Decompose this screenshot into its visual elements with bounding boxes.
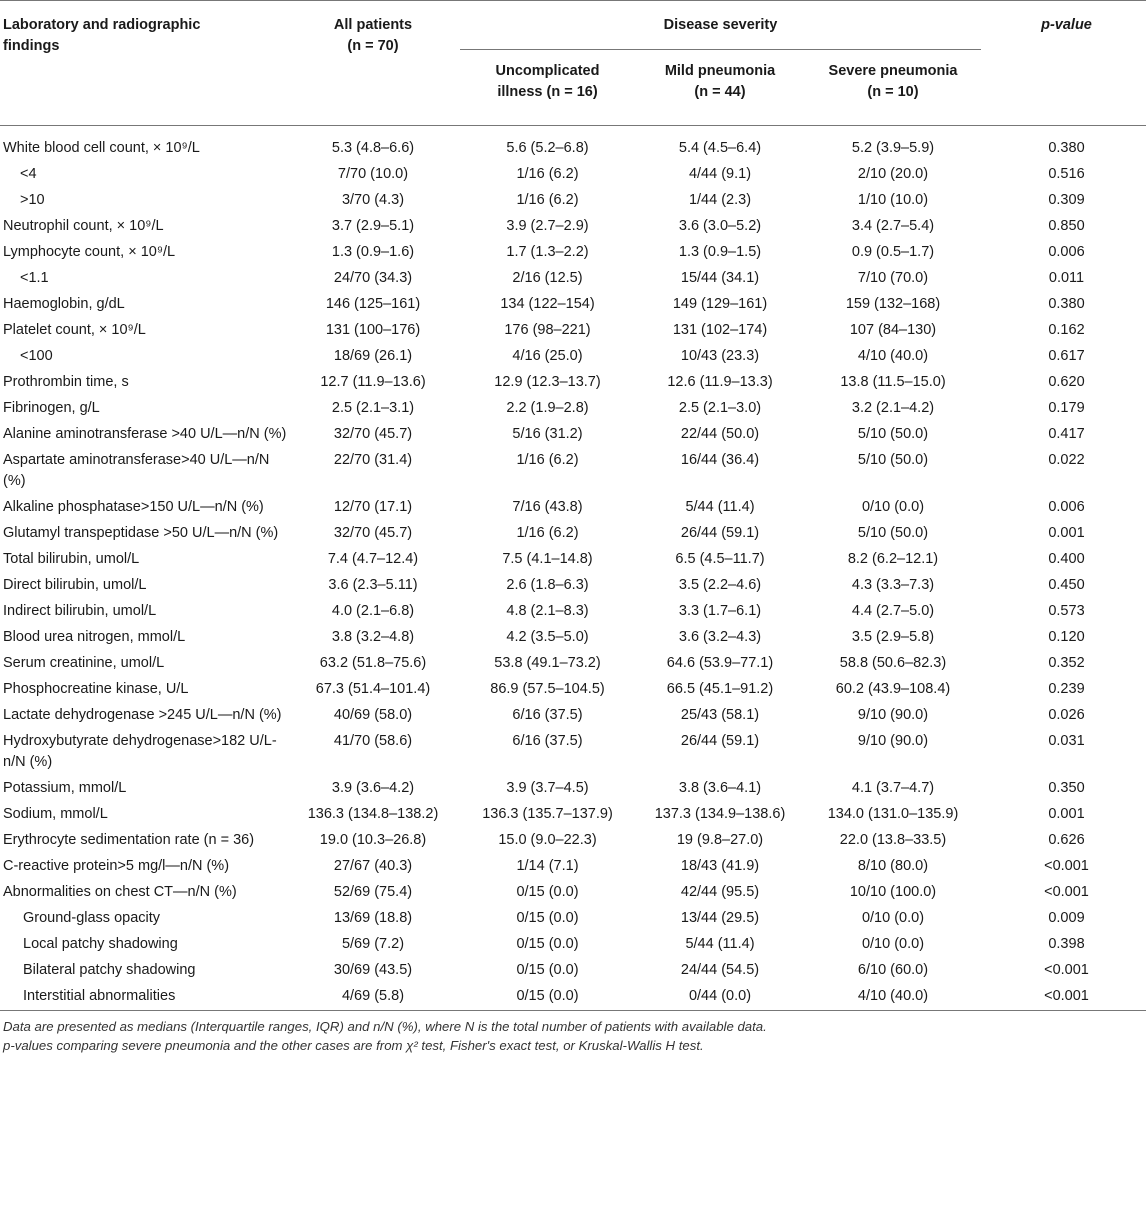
row-label: Platelet count, × 10⁹/L (3, 322, 146, 338)
row-label: Sodium, mmol/L (3, 806, 108, 822)
cell-uncomplicated: 7/16 (43.8) (512, 499, 583, 515)
cell-severe-pneumonia: 60.2 (43.9–108.4) (835, 681, 951, 697)
cell-p-value: 0.573 (1048, 603, 1085, 619)
cell-mild-pneumonia: 149 (129–161) (672, 296, 768, 312)
table-row (0, 703, 1146, 729)
header-all-patients-label: All patients (333, 17, 413, 33)
cell-all-patients: 4.0 (2.1–6.8) (331, 603, 415, 619)
cell-p-value: 0.398 (1048, 936, 1085, 952)
row-label: Glutamyl transpeptidase >50 U/L—n/N (%) (3, 525, 279, 541)
cell-severe-pneumonia: 4.4 (2.7–5.0) (851, 603, 935, 619)
cell-severe-pneumonia: 5.2 (3.9–5.9) (851, 140, 935, 156)
cell-uncomplicated: 3.9 (3.7–4.5) (506, 780, 589, 796)
header-severe-line1: Severe pneumonia (828, 63, 958, 79)
cell-uncomplicated: 2.6 (1.8–6.3) (506, 577, 589, 593)
cell-uncomplicated: 4.8 (2.1–8.3) (506, 603, 589, 619)
cell-severe-pneumonia: 7/10 (70.0) (857, 270, 929, 286)
cell-p-value: 0.022 (1048, 452, 1085, 468)
cell-all-patients: 24/70 (34.3) (333, 270, 413, 286)
cell-severe-pneumonia: 5/10 (50.0) (857, 452, 929, 468)
header-disease-severity (454, 1, 987, 51)
cell-severe-pneumonia: 107 (84–130) (849, 322, 937, 338)
cell-all-patients: 12/70 (17.1) (333, 499, 413, 515)
table-body (0, 126, 1146, 1011)
header-all-patients (292, 1, 454, 126)
cell-severe-pneumonia: 13.8 (11.5–15.0) (840, 374, 946, 390)
cell-uncomplicated: 15.0 (9.0–22.3) (498, 832, 597, 848)
cell-all-patients: 12.7 (11.9–13.6) (320, 374, 426, 390)
cell-uncomplicated: 0/15 (0.0) (516, 936, 579, 952)
cell-all-patients: 3.8 (3.2–4.8) (331, 629, 415, 645)
cell-uncomplicated: 1/16 (6.2) (516, 525, 579, 541)
cell-mild-pneumonia: 22/44 (50.0) (680, 426, 760, 442)
cell-mild-pneumonia: 10/43 (23.3) (680, 348, 760, 364)
cell-p-value: <0.001 (1044, 858, 1089, 874)
table-row (0, 802, 1146, 828)
cell-mild-pneumonia: 1/44 (2.3) (688, 192, 752, 208)
row-label: <4 (20, 166, 37, 182)
header-mild-line1: Mild pneumonia (664, 63, 776, 79)
cell-p-value: 0.309 (1048, 192, 1085, 208)
cell-all-patients: 3.7 (2.9–5.1) (331, 218, 415, 234)
table-row (0, 906, 1146, 932)
cell-mild-pneumonia: 15/44 (34.1) (680, 270, 760, 286)
cell-mild-pneumonia: 42/44 (95.5) (680, 884, 760, 900)
cell-severe-pneumonia: 0/10 (0.0) (861, 936, 925, 952)
header-findings: Laboratory and radiographic findings (3, 17, 201, 54)
cell-severe-pneumonia: 5/10 (50.0) (857, 525, 929, 541)
table-row (0, 776, 1146, 802)
cell-all-patients: 27/67 (40.3) (333, 858, 413, 874)
cell-all-patients: 7/70 (10.0) (337, 166, 409, 182)
cell-uncomplicated: 4/16 (25.0) (512, 348, 583, 364)
cell-uncomplicated: 7.5 (4.1–14.8) (502, 551, 593, 567)
cell-severe-pneumonia: 22.0 (13.8–33.5) (839, 832, 947, 848)
cell-p-value: 0.620 (1048, 374, 1085, 390)
cell-uncomplicated: 134 (122–154) (500, 296, 595, 312)
table-row (0, 932, 1146, 958)
row-label: Abnormalities on chest CT—n/N (%) (3, 884, 237, 900)
cell-uncomplicated: 86.9 (57.5–104.5) (490, 681, 605, 697)
cell-uncomplicated: 176 (98–221) (504, 322, 591, 338)
cell-severe-pneumonia: 3.2 (2.1–4.2) (851, 400, 935, 416)
cell-severe-pneumonia: 0.9 (0.5–1.7) (851, 244, 935, 260)
cell-all-patients: 22/70 (31.4) (333, 452, 413, 468)
footnote-2: p-values comparing severe pneumonia and the other cases are from χ² test, Fisher's exact test, or Kruskal-Wallis H test. (3, 1037, 704, 1053)
cell-severe-pneumonia: 9/10 (90.0) (857, 707, 929, 723)
cell-all-patients: 136.3 (134.8–138.2) (307, 806, 439, 822)
table-row (0, 214, 1146, 240)
table-row (0, 828, 1146, 854)
cell-uncomplicated: 53.8 (49.1–73.2) (494, 655, 601, 671)
table-row (0, 495, 1146, 521)
cell-severe-pneumonia: 134.0 (131.0–135.9) (827, 806, 959, 822)
table-row (0, 599, 1146, 625)
cell-all-patients: 32/70 (45.7) (333, 426, 413, 442)
cell-mild-pneumonia: 12.6 (11.9–13.3) (667, 374, 773, 390)
cell-p-value: 0.026 (1048, 707, 1085, 723)
cell-p-value: 0.380 (1048, 296, 1085, 312)
table-row (0, 396, 1146, 422)
cell-all-patients: 13/69 (18.8) (333, 910, 413, 926)
cell-mild-pneumonia: 1.3 (0.9–1.5) (678, 244, 762, 260)
cell-p-value: 0.380 (1048, 140, 1085, 156)
cell-severe-pneumonia: 3.5 (2.9–5.8) (851, 629, 935, 645)
row-label: Haemoglobin, g/dL (3, 296, 125, 312)
cell-severe-pneumonia: 4.3 (3.3–7.3) (851, 577, 935, 593)
cell-all-patients: 32/70 (45.7) (333, 525, 413, 541)
cell-severe-pneumonia: 5/10 (50.0) (857, 426, 929, 442)
table-row (0, 292, 1146, 318)
cell-severe-pneumonia: 0/10 (0.0) (861, 910, 925, 926)
table-row (0, 240, 1146, 266)
table-row (0, 188, 1146, 214)
table-row (0, 126, 1146, 162)
cell-uncomplicated: 1/16 (6.2) (516, 166, 579, 182)
cell-mild-pneumonia: 26/44 (59.1) (680, 733, 760, 749)
cell-mild-pneumonia: 4/44 (9.1) (688, 166, 752, 182)
cell-p-value: 0.516 (1048, 166, 1085, 182)
cell-all-patients: 3/70 (4.3) (341, 192, 405, 208)
row-label: Bilateral patchy shadowing (23, 962, 196, 978)
cell-all-patients: 4/69 (5.8) (292, 984, 454, 1011)
cell-p-value: <0.001 (1044, 962, 1089, 978)
cell-all-patients: 2.5 (2.1–3.1) (331, 400, 415, 416)
cell-uncomplicated: 6/16 (37.5) (512, 707, 583, 723)
table-row (0, 677, 1146, 703)
row-label: <1.1 (20, 270, 49, 286)
header-severe-pneumonia (799, 50, 987, 126)
table-footnotes (0, 1011, 1146, 1055)
cell-p-value: 0.239 (1048, 681, 1085, 697)
table-row (0, 651, 1146, 677)
table-row (0, 625, 1146, 651)
cell-mild-pneumonia: 3.6 (3.2–4.3) (678, 629, 762, 645)
cell-all-patients: 18/69 (26.1) (333, 348, 413, 364)
cell-uncomplicated: 6/16 (37.5) (512, 733, 583, 749)
row-label: >10 (20, 192, 45, 208)
table-row (0, 318, 1146, 344)
cell-severe-pneumonia: 0/10 (0.0) (861, 499, 925, 515)
cell-uncomplicated: 2.2 (1.9–2.8) (506, 400, 589, 416)
row-label: White blood cell count, × 10⁹/L (3, 140, 200, 156)
row-label: Phosphocreatine kinase, U/L (3, 681, 189, 697)
cell-p-value: 0.617 (1048, 348, 1085, 364)
row-label: Potassium, mmol/L (3, 780, 127, 796)
cell-p-value: 0.011 (1048, 270, 1085, 286)
row-label: Fibrinogen, g/L (3, 400, 100, 416)
row-label: <100 (20, 348, 53, 364)
cell-mild-pneumonia: 5/44 (11.4) (685, 499, 755, 515)
cell-uncomplicated: 136.3 (135.7–137.9) (482, 806, 613, 822)
cell-uncomplicated: 4.2 (3.5–5.0) (506, 629, 589, 645)
header-disease-severity-label: Disease severity (663, 17, 778, 33)
cell-p-value: 0.850 (1048, 218, 1085, 234)
cell-uncomplicated: 1/16 (6.2) (516, 192, 579, 208)
header-all-patients-n: (n = 70) (347, 38, 399, 54)
cell-all-patients: 67.3 (51.4–101.4) (315, 681, 431, 697)
cell-p-value: 0.400 (1048, 551, 1085, 567)
header-severe-line2: (n = 10) (867, 84, 919, 100)
cell-mild-pneumonia: 64.6 (53.9–77.1) (666, 655, 774, 671)
cell-mild-pneumonia: 0/44 (0.0) (641, 984, 799, 1011)
cell-uncomplicated: 5.6 (5.2–6.8) (506, 140, 589, 156)
cell-p-value: 0.006 (1048, 499, 1085, 515)
cell-all-patients: 30/69 (43.5) (333, 962, 413, 978)
table-row (0, 162, 1146, 188)
cell-uncomplicated: 0/15 (0.0) (516, 884, 579, 900)
header-mild-pneumonia (641, 50, 799, 126)
table-row (0, 448, 1146, 495)
row-label: Alanine aminotransferase >40 U/L—n/N (%) (3, 426, 287, 442)
cell-mild-pneumonia: 3.3 (1.7–6.1) (678, 603, 762, 619)
cell-severe-pneumonia: 4/10 (40.0) (799, 984, 987, 1011)
cell-p-value: 0.006 (1048, 244, 1085, 260)
cell-all-patients: 3.9 (3.6–4.2) (331, 780, 415, 796)
cell-p-value: 0.001 (1048, 806, 1085, 822)
cell-mild-pneumonia: 137.3 (134.9–138.6) (654, 806, 786, 822)
cell-uncomplicated: 3.9 (2.7–2.9) (506, 218, 589, 234)
table-row (0, 266, 1146, 292)
cell-mild-pneumonia: 131 (102–174) (672, 322, 768, 338)
header-uncomplicated-line2: illness (n = 16) (497, 84, 598, 100)
cell-all-patients: 63.2 (51.8–75.6) (319, 655, 427, 671)
cell-severe-pneumonia: 1/10 (10.0) (857, 192, 929, 208)
table-row (0, 344, 1146, 370)
cell-mild-pneumonia: 3.5 (2.2–4.6) (678, 577, 762, 593)
cell-all-patients: 19.0 (10.3–26.8) (319, 832, 427, 848)
cell-mild-pneumonia: 3.6 (3.0–5.2) (678, 218, 762, 234)
cell-p-value: 0.350 (1048, 780, 1085, 796)
row-label: Neutrophil count, × 10⁹/L (3, 218, 164, 234)
severity-span-rule (460, 49, 981, 50)
row-label: Aspartate aminotransferase>40 U/L—n/N (%) (3, 452, 270, 489)
cell-p-value: 0.162 (1048, 322, 1085, 338)
cell-severe-pneumonia: 10/10 (100.0) (849, 884, 937, 900)
cell-mild-pneumonia: 19 (9.8–27.0) (676, 832, 764, 848)
table-row (0, 521, 1146, 547)
row-label: Direct bilirubin, umol/L (3, 577, 147, 593)
cell-mild-pneumonia: 13/44 (29.5) (680, 910, 760, 926)
cell-mild-pneumonia: 26/44 (59.1) (680, 525, 760, 541)
row-label: Total bilirubin, umol/L (3, 551, 140, 567)
row-label: Serum creatinine, umol/L (3, 655, 165, 671)
cell-p-value: 0.450 (1048, 577, 1085, 593)
cell-mild-pneumonia: 24/44 (54.5) (680, 962, 760, 978)
table-row (0, 729, 1146, 776)
cell-severe-pneumonia: 4.1 (3.7–4.7) (851, 780, 935, 796)
cell-uncomplicated: 1.7 (1.3–2.2) (506, 244, 589, 260)
table-row (0, 547, 1146, 573)
cell-mild-pneumonia: 5.4 (4.5–6.4) (678, 140, 762, 156)
cell-p-value: 0.179 (1048, 400, 1085, 416)
row-label: Hydroxybutyrate dehydrogenase>182 U/L- n/N (%) (3, 733, 277, 770)
cell-mild-pneumonia: 3.8 (3.6–4.1) (678, 780, 762, 796)
header-p-value-label: p-value (1041, 17, 1092, 33)
cell-all-patients: 146 (125–161) (325, 296, 421, 312)
table-row (0, 422, 1146, 448)
cell-all-patients: 5.3 (4.8–6.6) (331, 140, 415, 156)
row-label: Lymphocyte count, × 10⁹/L (3, 244, 176, 260)
cell-uncomplicated: 1/14 (7.1) (516, 858, 579, 874)
cell-severe-pneumonia: 6/10 (60.0) (857, 962, 929, 978)
cell-severe-pneumonia: 8.2 (6.2–12.1) (847, 551, 939, 567)
row-label: Indirect bilirubin, umol/L (3, 603, 157, 619)
row-label: Blood urea nitrogen, mmol/L (3, 629, 186, 645)
cell-mild-pneumonia: 6.5 (4.5–11.7) (675, 551, 765, 567)
cell-uncomplicated: 0/15 (0.0) (516, 910, 579, 926)
header-uncomplicated-line1: Uncomplicated (495, 63, 600, 79)
row-label: C-reactive protein>5 mg/l—n/N (%) (3, 858, 230, 874)
cell-p-value: 0.352 (1048, 655, 1085, 671)
table-row (0, 370, 1146, 396)
cell-mild-pneumonia: 25/43 (58.1) (680, 707, 760, 723)
cell-severe-pneumonia: 8/10 (80.0) (857, 858, 929, 874)
cell-p-value: 0.031 (1048, 733, 1085, 749)
cell-uncomplicated: 0/15 (0.0) (516, 962, 579, 978)
cell-mild-pneumonia: 2.5 (2.1–3.0) (678, 400, 762, 416)
header-p-value (987, 1, 1146, 126)
cell-all-patients: 40/69 (58.0) (333, 707, 413, 723)
table-row (0, 984, 1146, 1011)
cell-all-patients: 3.6 (2.3–5.11) (328, 577, 418, 593)
cell-severe-pneumonia: 3.4 (2.7–5.4) (851, 218, 935, 234)
cell-all-patients: 7.4 (4.7–12.4) (327, 551, 419, 567)
table-row (0, 573, 1146, 599)
cell-p-value: 0.626 (1048, 832, 1085, 848)
cell-uncomplicated: 2/16 (12.5) (512, 270, 583, 286)
cell-all-patients: 5/69 (7.2) (341, 936, 405, 952)
row-label: Erythrocyte sedimentation rate (n = 36) (3, 832, 255, 848)
table-row (0, 854, 1146, 880)
row-label: Prothrombin time, s (3, 374, 129, 390)
cell-severe-pneumonia: 4/10 (40.0) (857, 348, 929, 364)
cell-p-value: <0.001 (987, 984, 1146, 1011)
row-label: Interstitial abnormalities (0, 984, 292, 1011)
table-row (0, 958, 1146, 984)
cell-all-patients: 1.3 (0.9–1.6) (331, 244, 415, 260)
cell-uncomplicated: 0/15 (0.0) (454, 984, 641, 1011)
header-mild-line2: (n = 44) (694, 84, 746, 100)
cell-uncomplicated: 1/16 (6.2) (516, 452, 579, 468)
row-label: Alkaline phosphatase>150 U/L—n/N (%) (3, 499, 264, 515)
cell-p-value: 0.009 (1048, 910, 1085, 926)
row-label: Local patchy shadowing (23, 936, 178, 952)
cell-p-value: 0.120 (1048, 629, 1085, 645)
cell-all-patients: 41/70 (58.6) (333, 733, 413, 749)
cell-mild-pneumonia: 16/44 (36.4) (680, 452, 760, 468)
row-label: Ground-glass opacity (23, 910, 161, 926)
cell-mild-pneumonia: 66.5 (45.1–91.2) (666, 681, 774, 697)
table-row (0, 880, 1146, 906)
cell-severe-pneumonia: 159 (132–168) (845, 296, 941, 312)
cell-all-patients: 131 (100–176) (325, 322, 421, 338)
cell-severe-pneumonia: 58.8 (50.6–82.3) (839, 655, 947, 671)
row-label: Lactate dehydrogenase >245 U/L—n/N (%) (3, 707, 282, 723)
header-uncomplicated (454, 50, 641, 126)
cell-mild-pneumonia: 18/43 (41.9) (680, 858, 760, 874)
table-header (0, 1, 1146, 126)
cell-p-value: <0.001 (1044, 884, 1089, 900)
cell-uncomplicated: 5/16 (31.2) (512, 426, 583, 442)
cell-all-patients: 52/69 (75.4) (333, 884, 413, 900)
cell-p-value: 0.001 (1048, 525, 1085, 541)
cell-severe-pneumonia: 2/10 (20.0) (857, 166, 929, 182)
footnote-1: Data are presented as medians (Interquartile ranges, IQR) and n/N (%), where N is the total number of patients with available data. (3, 1018, 767, 1034)
cell-p-value: 0.417 (1048, 426, 1085, 442)
cell-mild-pneumonia: 5/44 (11.4) (685, 936, 755, 952)
cell-uncomplicated: 12.9 (12.3–13.7) (494, 374, 601, 390)
cell-severe-pneumonia: 9/10 (90.0) (857, 733, 929, 749)
